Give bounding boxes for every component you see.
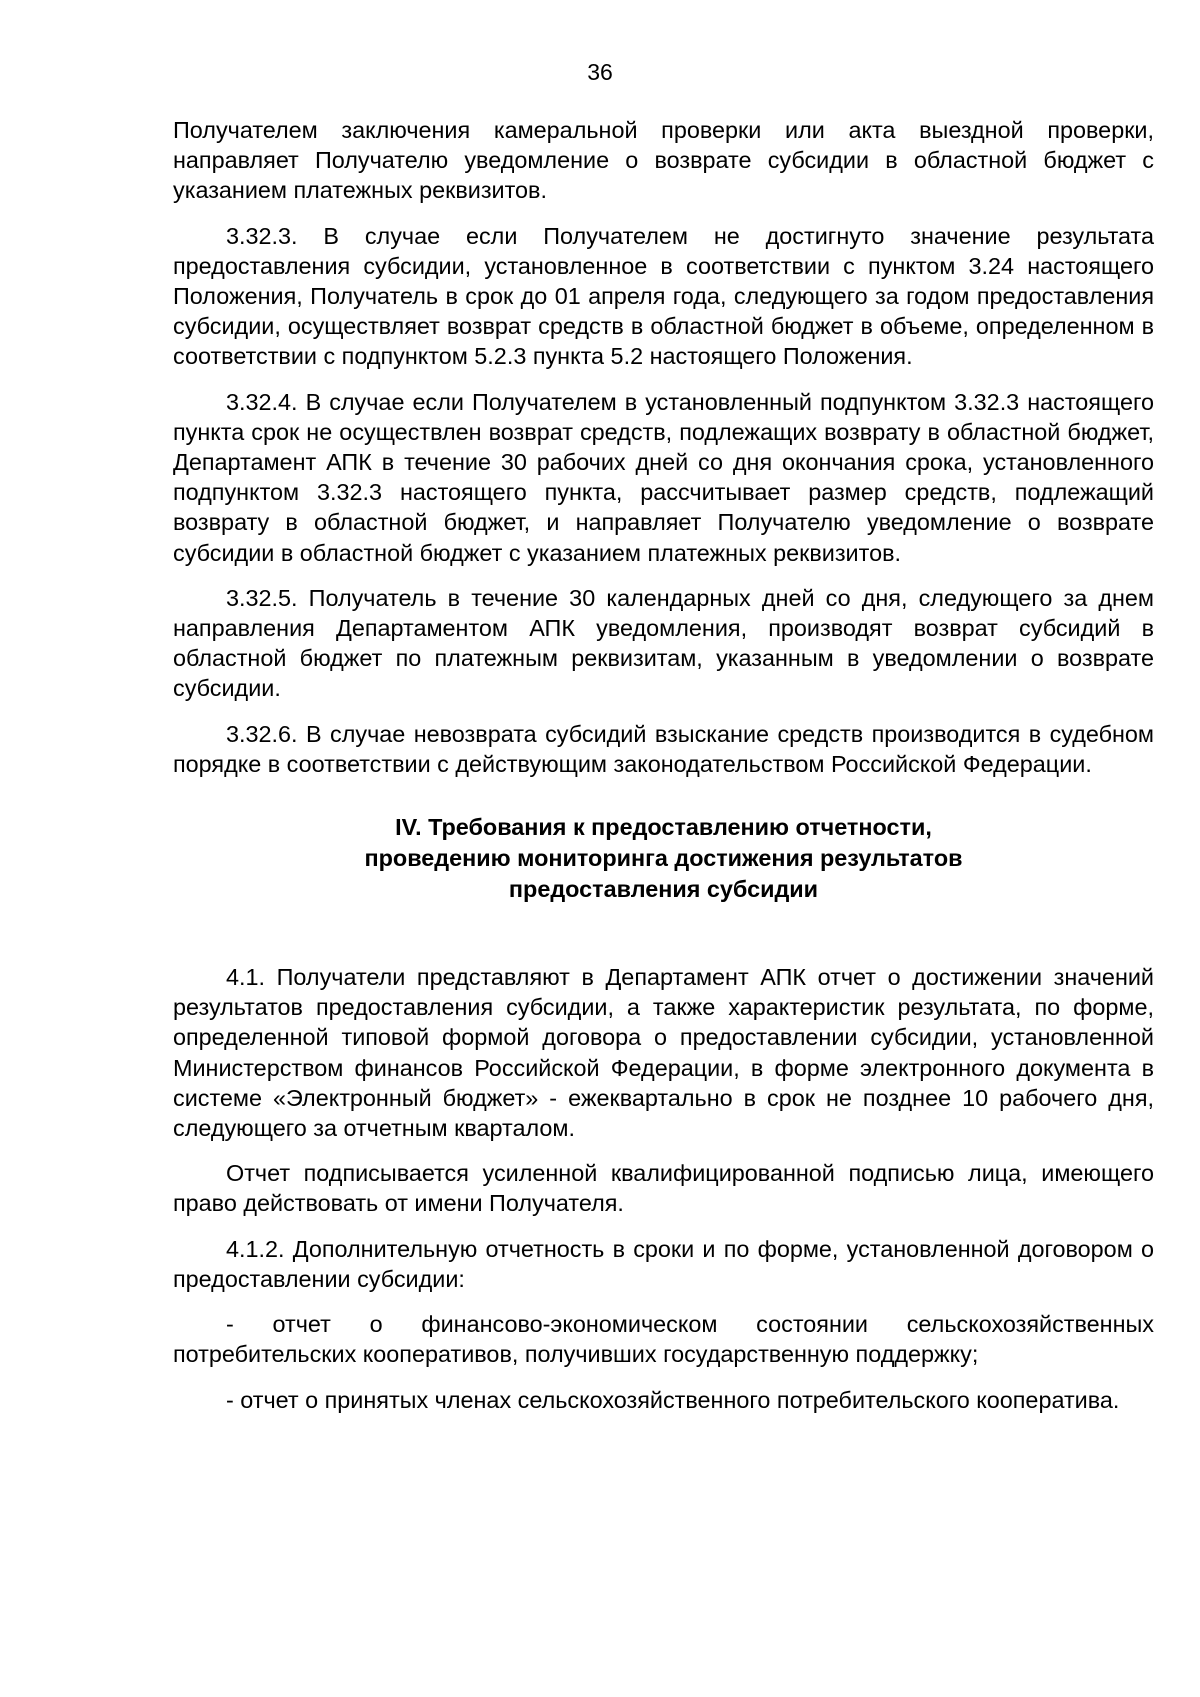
list-item-members-report: - отчет о принятых членах сельскохозяйственного потребительского кооператива. [226, 1386, 1120, 1413]
paragraph-3-32-5: 3.32.5. Получатель в течение 30 календарных дней со дня, следующего за днем направления Департаментом АПК уведомления, производят возврат субсидий в областной бюджет по платежным реквизитам, указанным в уведомлении о возврате субсидии. [173, 584, 1154, 702]
section-heading-line-3: предоставления субсидии [508, 876, 819, 903]
page-number: 36 [587, 59, 613, 85]
paragraph-continuation: Получателем заключения камеральной проверки или акта выездной проверки, направляет Получателю уведомление о возврате субсидии в областной бюджет с указанием платежных реквизитов. [173, 117, 1154, 204]
paragraph-4-1: 4.1. Получатели представляют в Департамент АПК отчет о достижении значений результатов предоставления субсидии, а также характеристик результата, по форме, определенной типовой формой договора о предоставлении субсидии, установленной Министерством финансов Российской Федерации, в форме электронного документа в системе «Электронный бюджет» - ежеквартально в срок не позднее 10 рабочего дня, следующего за отчетным кварталом. [173, 964, 1154, 1142]
paragraph-3-32-6: 3.32.6. В случае невозврата субсидий взыскание средств производится в судебном порядке в соответствии с действующим законодательством Российской Федерации. [173, 720, 1154, 777]
paragraph-3-32-4: 3.32.4. В случае если Получателем в установленный подпунктом 3.32.3 настоящего пункта срок не осуществлен возврат средств, подлежащих возврату в областной бюджет, Департамент АПК в течение 30 рабочих дней со дня окончания срока, установленного подпунктом 3.32.3 настоящего пункта, рассчитывает размер средств, подлежащий возврату в областной бюджет, и направляет Получателю уведомление о возврате субсидии в областной бюджет с указанием платежных реквизитов. [173, 388, 1154, 566]
section-heading-line-2: проведению мониторинга достижения результатов [364, 845, 963, 872]
paragraph-3-32-3: 3.32.3. В случае если Получателем не достигнуто значение результата предоставления субсидии, установленное в соответствии с пунктом 3.24 настоящего Положения, Получатель в срок до 01 апреля года, следующего за годом предоставления субсидии, осуществляет возврат средств в областной бюджет в объеме, определенном в соответствии с подпунктом 5.2.3 пункта 5.2 настоящего Положения. [173, 222, 1154, 370]
section-heading [173, 812, 1154, 905]
document-body [173, 115, 1154, 1430]
paragraph-signature: Отчет подписывается усиленной квалифицированной подписью лица, имеющего право действовать от имени Получателя. [173, 1160, 1154, 1217]
list-item-financial-report: - отчет о финансово-экономическом состоянии сельскохозяйственных потребительских кооперативов, получивших государственную поддержку; [173, 1311, 1154, 1368]
paragraph-4-1-2: 4.1.2. Дополнительную отчетность в сроки и по форме, установленной договором о предоставлении субсидии: [173, 1235, 1154, 1292]
section-heading-line-1: IV. Требования к предоставлению отчетности, [395, 814, 932, 841]
